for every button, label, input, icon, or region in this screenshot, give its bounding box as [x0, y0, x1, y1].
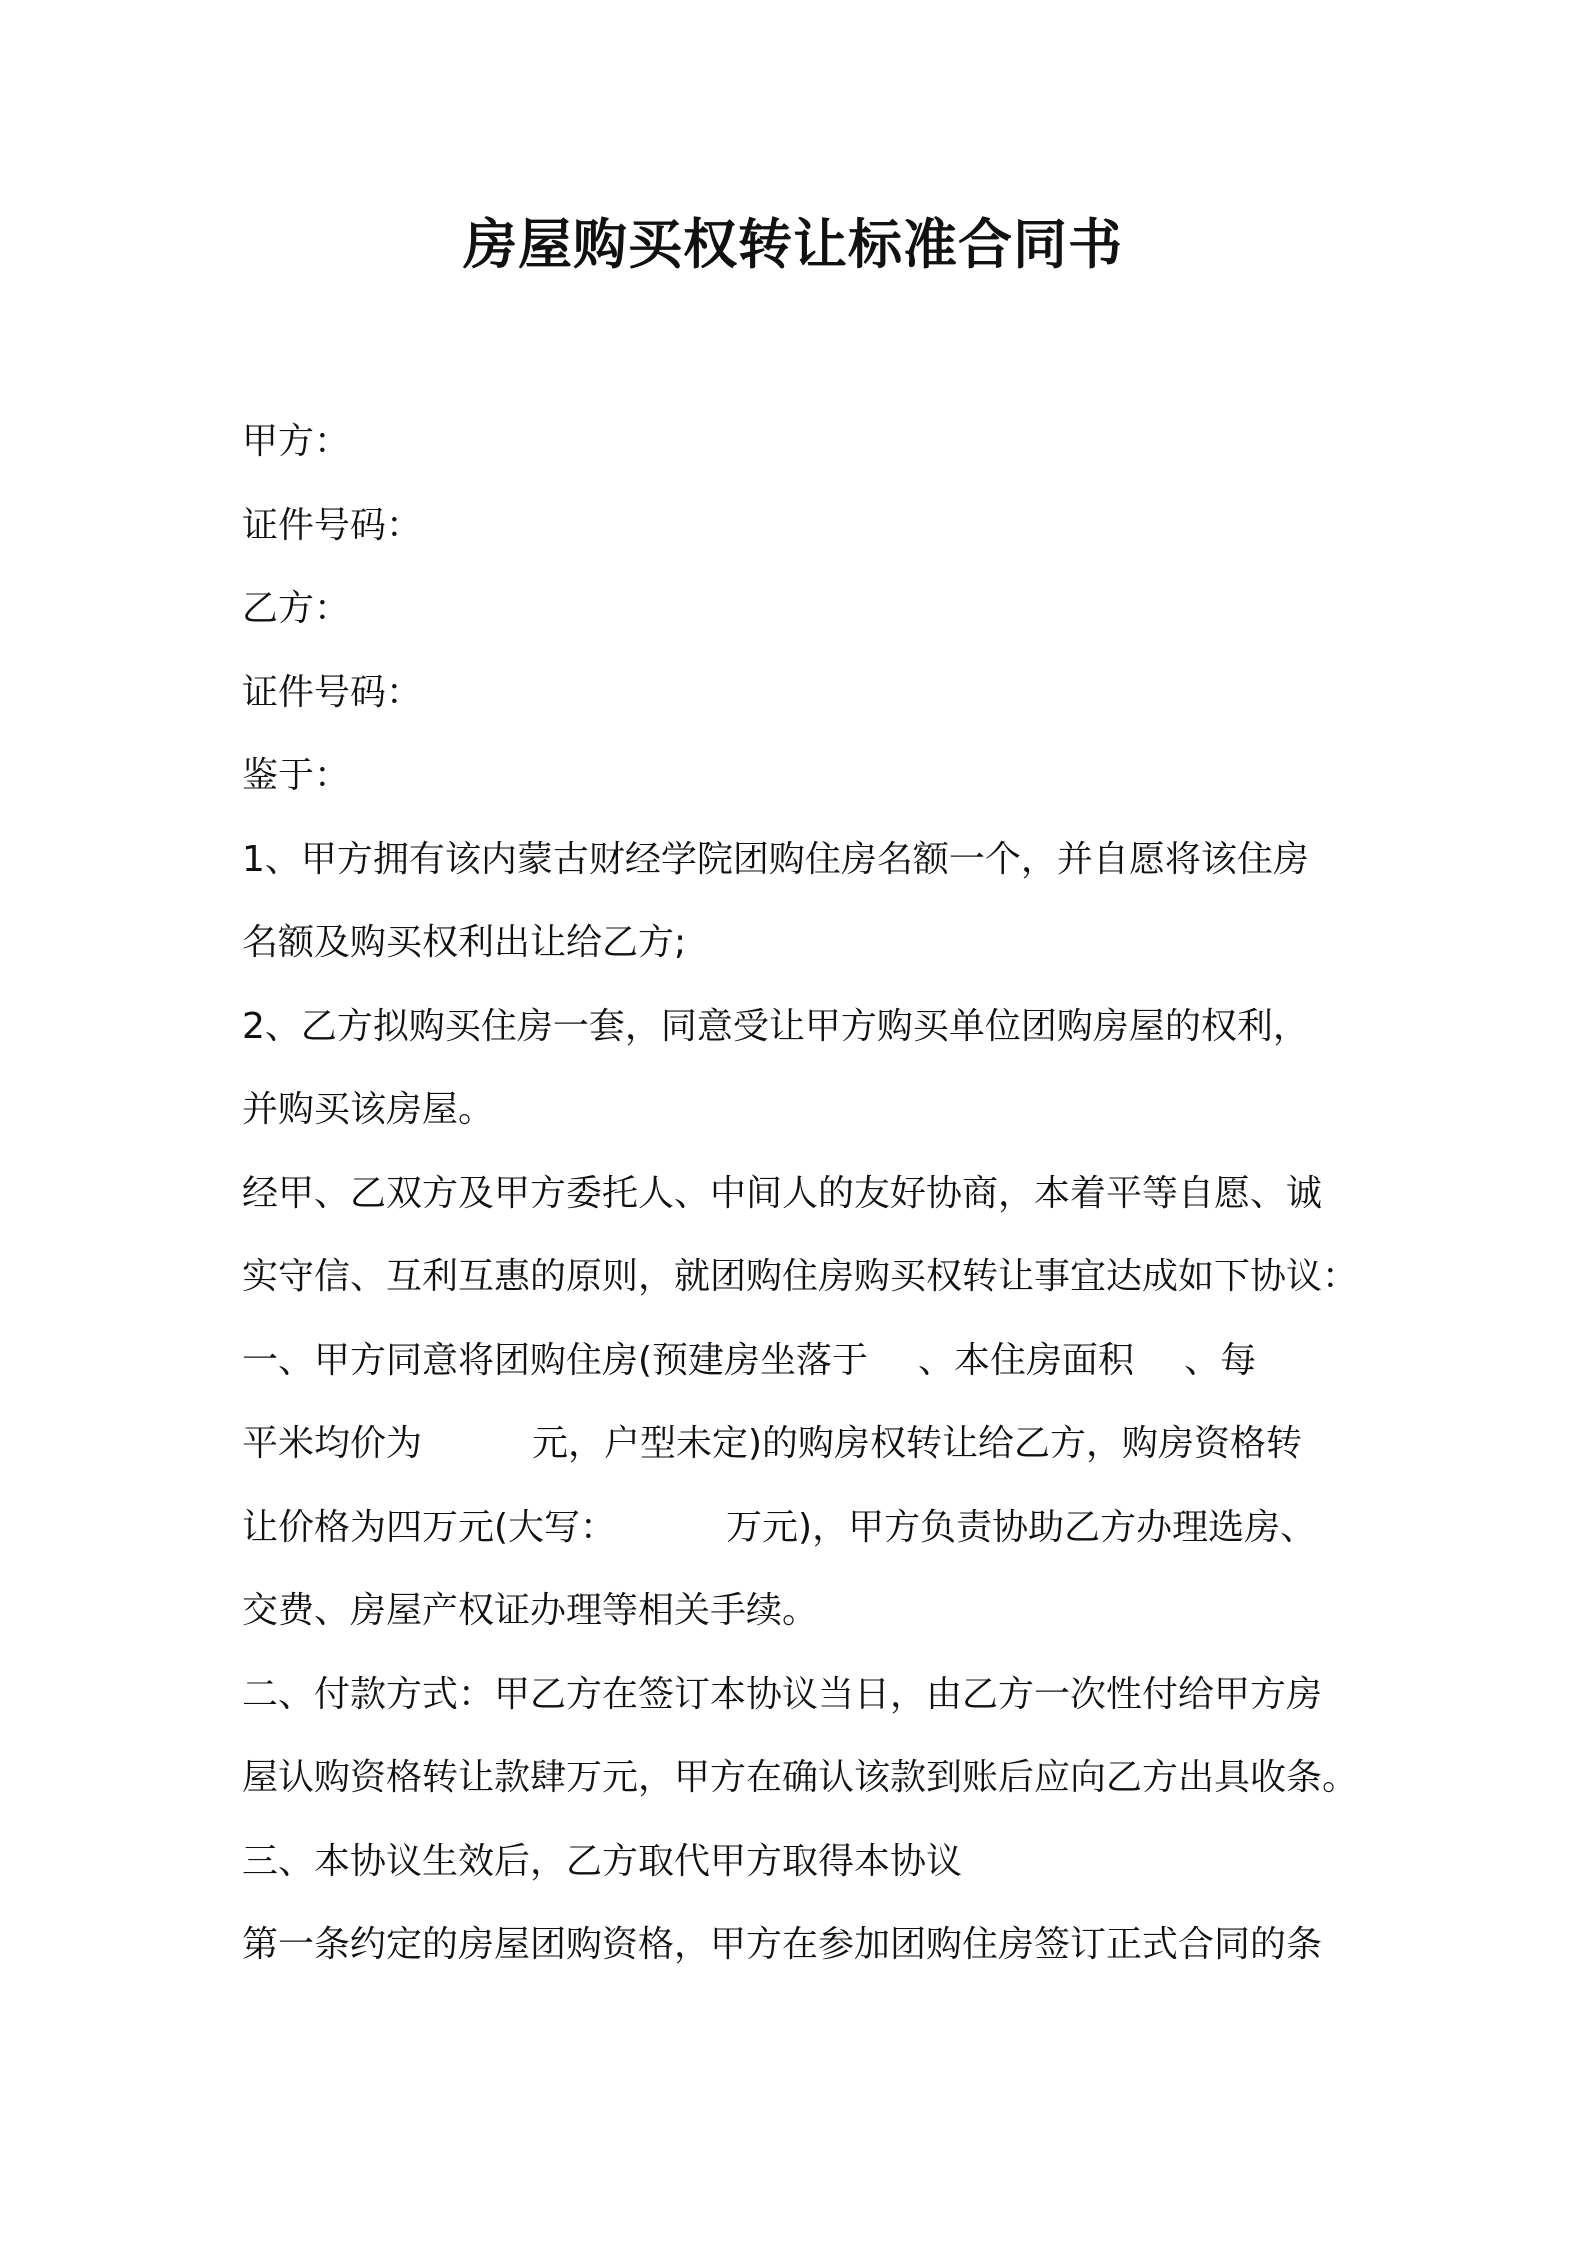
article1-line2: [242, 1402, 1352, 1486]
article2-line2: 屋认购资格转让款肆万元，甲方在确认该款到账后应向乙方出具收条。: [242, 1757, 1359, 1798]
party-b-id-line: 证件号码：: [242, 671, 423, 713]
article1-line4: 交费、房屋产权证办理等相关手续。: [242, 1590, 819, 1631]
document-body: [242, 400, 1359, 1987]
article1-line3-part2: 万元)，甲方负责协助乙方办理选房、: [726, 1506, 1317, 1548]
party-a-line: 甲方：: [242, 421, 351, 462]
clause1-line1: 1、甲方拥有该内蒙古财经学院团购住房名额一个，并自愿将该住房: [242, 838, 1309, 880]
article1-line1: [242, 1319, 1352, 1403]
preamble-line1: 经甲、乙双方及甲方委托人、中间人的友好协商，本着平等自愿、诚: [242, 1172, 1323, 1214]
article3-line1: 三、本协议生效后，乙方取代甲方取得本协议: [242, 1840, 963, 1882]
party-b-line: 乙方：: [242, 588, 351, 629]
article1-line3: [242, 1486, 1352, 1570]
article3-line2: 第一条约定的房屋团购资格，甲方在参加团购住房签订正式合同的条: [242, 1924, 1323, 1965]
article1-line1-part2: 、本住房面积: [918, 1339, 1135, 1381]
whereas-line: 鉴于：: [242, 755, 351, 796]
article1-line2-part2: 元，户型未定)的购房权转让给乙方，购房资格转: [532, 1423, 1303, 1464]
party-a-id-line: 证件号码：: [242, 504, 423, 546]
clause2-line2: 并购买该房屋。: [242, 1089, 495, 1130]
document-title: 房屋购买权转让标准合同书: [463, 213, 1123, 276]
article1-line1-part1: 一、甲方同意将团购住房(预建房坐落于: [242, 1339, 869, 1381]
article1-line1-part3: 、每: [1184, 1339, 1257, 1381]
article1-line2-part1: 平米均价为: [242, 1423, 423, 1464]
article2-line1: 二、付款方式：甲乙方在签订本协议当日，由乙方一次性付给甲方房: [242, 1673, 1323, 1715]
clause2-line1: 2、乙方拟购买住房一套，同意受让甲方购买单位团购房屋的权利，: [242, 1005, 1309, 1047]
article1-line3-part1: 让价格为四万元(大写：: [242, 1506, 617, 1548]
clause1-line2: 名额及购买权利出让给乙方;: [242, 922, 687, 963]
preamble-line2: 实守信、互利互惠的原则，就团购住房购买权转让事宜达成如下协议：: [242, 1256, 1359, 1297]
